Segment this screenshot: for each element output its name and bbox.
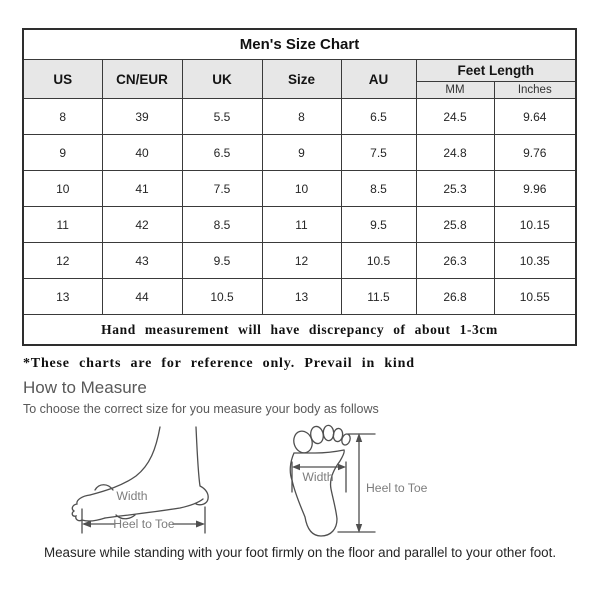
- size-cell: 7.5: [341, 135, 416, 171]
- table-title-row: [23, 29, 576, 60]
- size-cell: 39: [102, 99, 182, 135]
- size-cell: 24.5: [416, 99, 494, 135]
- size-cell: 10.55: [494, 279, 576, 315]
- size-cell: 40: [102, 135, 182, 171]
- reference-note: *These charts are for reference only. Prevail in kind: [23, 356, 415, 371]
- size-cell: 13: [23, 279, 102, 315]
- size-cell: 42: [102, 207, 182, 243]
- size-cell: 5.5: [182, 99, 262, 135]
- size-cell: 6.5: [341, 99, 416, 135]
- table-footnote-row: [23, 315, 576, 346]
- col-header-us: US: [23, 60, 102, 99]
- foot-sole-view-diagram: [281, 419, 431, 544]
- size-cell: 26.3: [416, 243, 494, 279]
- size-cell: 10.5: [182, 279, 262, 315]
- col-header-feet-length: Feet Length: [416, 60, 576, 82]
- size-cell: 10.5: [341, 243, 416, 279]
- sole-heel-to-toe-label: Heel to Toe: [366, 481, 428, 495]
- size-cell: 9: [23, 135, 102, 171]
- col-header-mm: MM: [416, 82, 494, 99]
- table-title: Men's Size Chart: [23, 29, 576, 60]
- size-cell: 6.5: [182, 135, 262, 171]
- size-cell: 25.3: [416, 171, 494, 207]
- size-cell: 10: [23, 171, 102, 207]
- foot-side-outline-icon: [72, 427, 208, 521]
- side-heel-to-toe-label: Heel to Toe: [113, 517, 175, 531]
- col-header-au: AU: [341, 60, 416, 99]
- size-cell: 10.35: [494, 243, 576, 279]
- size-cell: 10: [262, 171, 341, 207]
- size-cell: 9.64: [494, 99, 576, 135]
- size-chart-table: [22, 28, 577, 346]
- side-width-label: Width: [116, 489, 148, 503]
- sole-width-label: Width: [302, 470, 334, 484]
- table-header-row: [23, 60, 576, 82]
- foot-side-view-diagram: [60, 423, 220, 543]
- measuring-instruction: Measure while standing with your foot firmly on the floor and parallel to your other foot.: [43, 545, 557, 560]
- size-cell: 7.5: [182, 171, 262, 207]
- col-header-uk: UK: [182, 60, 262, 99]
- size-row: [23, 171, 576, 207]
- size-cell: 11: [262, 207, 341, 243]
- measurement-discrepancy-note: Hand measurement will have discrepancy of about 1-3cm: [23, 315, 576, 346]
- size-cell: 9.96: [494, 171, 576, 207]
- how-to-measure-heading: How to Measure: [23, 378, 147, 397]
- size-cell: 25.8: [416, 207, 494, 243]
- size-cell: 13: [262, 279, 341, 315]
- size-row: [23, 243, 576, 279]
- size-cell: 41: [102, 171, 182, 207]
- size-row: [23, 135, 576, 171]
- size-cell: 9: [262, 135, 341, 171]
- size-cell: 12: [23, 243, 102, 279]
- size-cell: 26.8: [416, 279, 494, 315]
- how-to-measure-subheading: To choose the correct size for you measure your body as follows: [23, 402, 379, 416]
- size-cell: 8.5: [182, 207, 262, 243]
- size-cell: 8.5: [341, 171, 416, 207]
- size-row: [23, 99, 576, 135]
- size-cell: 9.5: [182, 243, 262, 279]
- size-cell: 12: [262, 243, 341, 279]
- size-cell: 11: [23, 207, 102, 243]
- col-header-size: Size: [262, 60, 341, 99]
- col-header-cn-eur: CN/EUR: [102, 60, 182, 99]
- size-cell: 11.5: [341, 279, 416, 315]
- size-cell: 44: [102, 279, 182, 315]
- size-row: [23, 279, 576, 315]
- size-cell: 9.5: [341, 207, 416, 243]
- size-row: [23, 207, 576, 243]
- size-cell: 8: [262, 99, 341, 135]
- size-cell: 24.8: [416, 135, 494, 171]
- size-cell: 10.15: [494, 207, 576, 243]
- col-header-inches: Inches: [494, 82, 576, 99]
- size-cell: 8: [23, 99, 102, 135]
- size-cell: 43: [102, 243, 182, 279]
- size-cell: 9.76: [494, 135, 576, 171]
